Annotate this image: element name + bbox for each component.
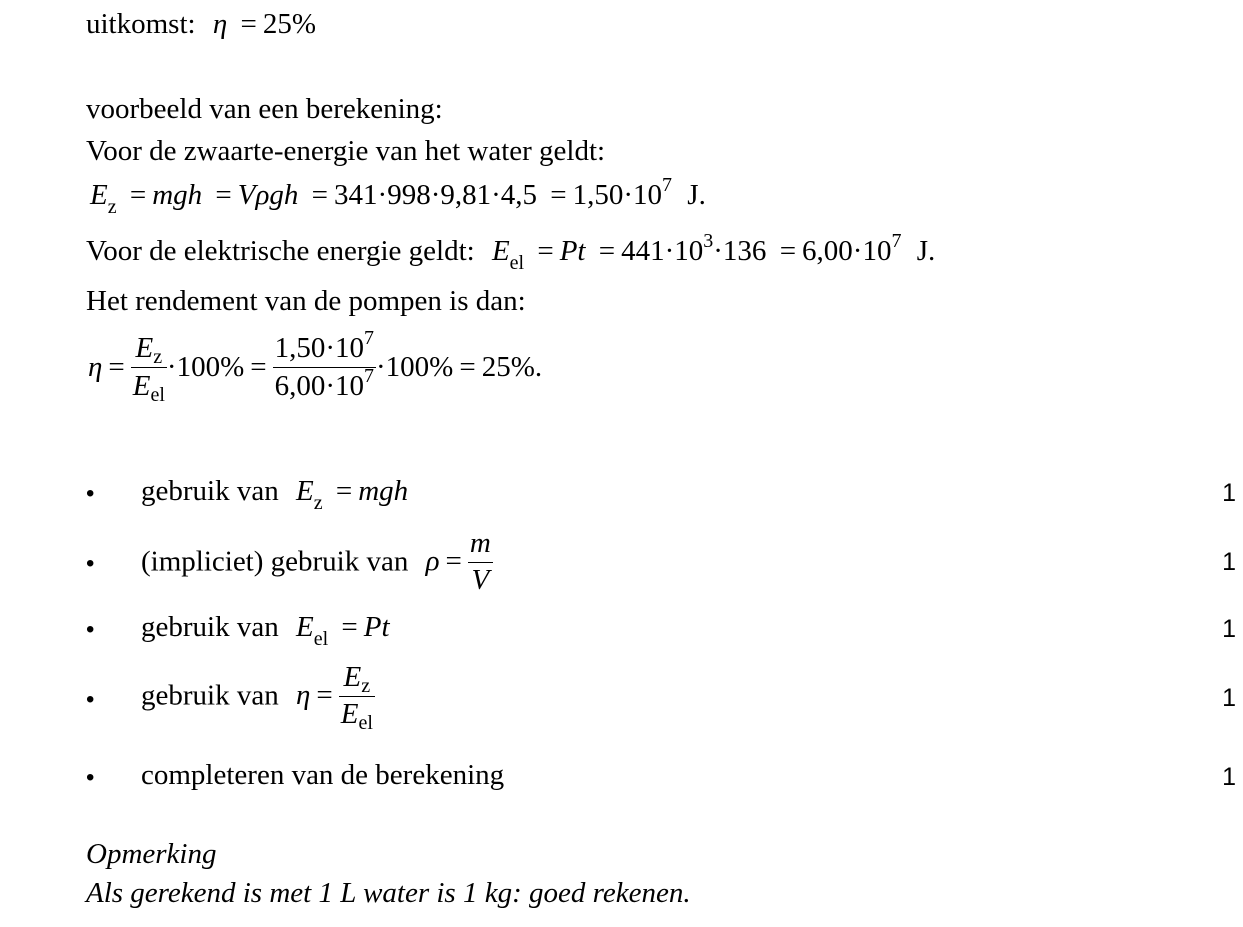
eel-result-exponent: 7	[891, 230, 902, 252]
criterion-1-score: 1	[1222, 479, 1236, 507]
criterion-2-score: 1	[1222, 548, 1236, 576]
bullet: •	[86, 764, 95, 791]
bullet: •	[86, 686, 95, 713]
ez-mgh: mgh	[152, 179, 203, 211]
criterion-5-text: completeren van de berekening	[141, 759, 505, 791]
eta-den2: 6,00·10	[274, 370, 365, 403]
c1-rhs: mgh	[358, 475, 409, 507]
eta-num-symbol: E	[135, 332, 154, 364]
eta-formula: η = $\frac{E_z}{E_{el}}$ ·100% = $\frac{1,50\cdot 10^7}{6,00\cdot 10^7}$ ·100% = 25%.	[88, 327, 543, 407]
c4-den-subscript: el	[358, 711, 373, 734]
remark-text: Als gerekend is met 1 L water is 1 kg: goed rekenen.	[86, 877, 691, 909]
outcome-line	[86, 10, 316, 39]
eel-subscript: el	[509, 252, 525, 274]
c4-num-subscript: z	[361, 675, 371, 697]
criterion-3-label: gebruik van	[141, 611, 279, 643]
ez-numbers: 341·998·9,81·4,5	[334, 179, 538, 211]
ez-subscript: z	[107, 196, 117, 218]
outcome-label: uitkomst:	[86, 8, 196, 40]
c4-fraction	[339, 661, 375, 734]
eta-den-symbol: E	[132, 370, 151, 403]
intro-zwaarte: Voor de zwaarte-energie van het water geldt:	[86, 135, 606, 167]
eel-numbers-a: 441·10	[621, 235, 704, 267]
eta-num2: 1,50·10	[274, 332, 365, 364]
eta-num2-exponent: 7	[364, 327, 375, 349]
criterion-4-label: gebruik van	[141, 679, 279, 712]
c3-symbol: E	[295, 611, 314, 643]
c2-fraction	[468, 528, 493, 597]
eel-result: 6,00·10	[802, 235, 892, 267]
eel-numbers-b: ·136	[713, 235, 767, 267]
criterion-3-score: 1	[1222, 615, 1236, 643]
eta-factor2: ·100%	[376, 351, 454, 384]
eel-numbers-exponent: 3	[703, 230, 714, 252]
criterion-3-text: gebruik van $E_{el} = Pt$	[141, 611, 390, 650]
c2-num: m	[468, 528, 493, 563]
criterion-2-label: (impliciet) gebruik van	[141, 545, 409, 578]
outcome-value: 25%	[262, 8, 316, 40]
ez-formula: $E_z$ = mgh = $V\rho gh = 341\cdot 998\cdot 9,81\cdot 4,5 = 1,50\cdot 10^7$ J.	[90, 174, 706, 218]
intro-elektrisch: Voor de elektrische energie geldt:	[86, 235, 475, 267]
eel-pt: Pt	[559, 235, 586, 267]
ez-unit: J.	[687, 179, 706, 211]
c3-rhs: Pt	[363, 611, 390, 643]
ez-result: 1,50·10	[572, 179, 663, 211]
equals-sign: =	[240, 8, 257, 40]
c3-subscript: el	[313, 628, 329, 650]
c4-num-symbol: E	[343, 661, 362, 693]
eta-symbol: η	[88, 351, 103, 384]
criterion-5-score: 1	[1222, 763, 1236, 791]
c4-den-symbol: E	[340, 697, 359, 730]
outcome-symbol: η	[212, 8, 228, 40]
eel-symbol: E	[491, 235, 510, 267]
eta-fraction	[131, 332, 167, 407]
eel-line: Voor de elektrische energie geldt: $E_{el} = Pt = 441\cdot 10^3\cdot 136 = 6,00\cdot 10^7$ J.	[86, 230, 936, 274]
bullet: •	[86, 480, 95, 507]
eta-den2-exponent: 7	[364, 365, 375, 388]
c2-symbol: ρ	[425, 545, 440, 578]
bullet: •	[86, 550, 95, 577]
criterion-1-text: gebruik van $E_z$ = mgh	[141, 475, 409, 514]
answer-model-page	[86, 0, 1236, 927]
eta-num-subscript: z	[153, 346, 163, 368]
ez-result-exponent: 7	[662, 174, 673, 196]
criterion-4-score: 1	[1222, 684, 1236, 712]
eel-unit: J.	[916, 235, 936, 267]
remark-title: Opmerking	[86, 838, 217, 870]
ez-vrhogh: Vρgh	[237, 179, 299, 211]
eta-numeric-fraction	[273, 327, 376, 404]
ez-symbol: E	[90, 179, 108, 211]
criterion-4-text: gebruik van η = $\frac{E_z}{E_{el}}$	[141, 661, 373, 734]
c1-symbol: E	[295, 475, 314, 507]
c2-den: V	[471, 563, 490, 596]
bullet: •	[86, 616, 95, 643]
c1-subscript: z	[313, 492, 323, 514]
criterion-1-label: gebruik van	[141, 475, 279, 507]
c4-symbol: η	[295, 679, 311, 712]
example-heading: voorbeeld van een berekening:	[86, 93, 443, 125]
criterion-2-text: (impliciet) gebruik van ρ = $\frac{m}{V}$	[141, 527, 491, 596]
eta-factor: ·100%	[166, 351, 245, 384]
eta-result: 25%.	[481, 351, 543, 384]
intro-rendement: Het rendement van de pompen is dan:	[86, 285, 526, 317]
eta-den-subscript: el	[150, 384, 165, 407]
